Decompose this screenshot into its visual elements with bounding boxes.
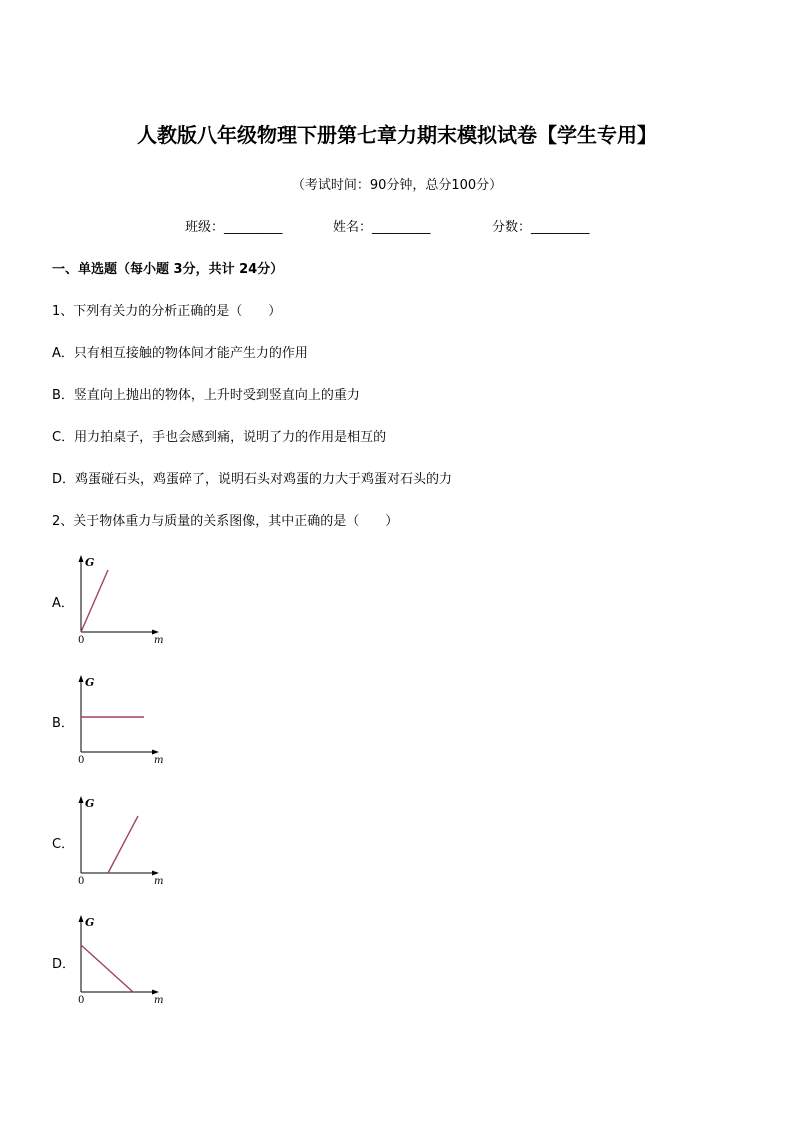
origin-label: 0 xyxy=(78,635,85,646)
y-axis-arrow-icon xyxy=(79,796,84,803)
origin-label: 0 xyxy=(78,755,85,766)
x-axis-label: m xyxy=(154,635,164,646)
x-axis-label: m xyxy=(154,755,164,766)
score-field: 分数：_________ xyxy=(492,220,590,235)
exam-subtitle: （考试时间：90分钟，总分100分） xyxy=(291,178,503,193)
question-2-graph-c xyxy=(72,793,172,889)
x-axis-label: m xyxy=(154,995,164,1006)
question-2-option-c-label: C． xyxy=(52,837,75,852)
y-axis-label: G xyxy=(85,556,95,569)
y-axis-arrow-icon xyxy=(79,675,84,682)
x-axis-label: m xyxy=(154,876,164,887)
question-2-option-a-label: A． xyxy=(52,596,74,611)
question-1-option-b: B．竖直向上抛出的物体，上升时受到竖直向上的重力 xyxy=(52,388,360,403)
graph-line xyxy=(108,816,138,873)
section-heading: 一、单选题（每小题 3分，共计 24分） xyxy=(52,262,284,277)
page-title: 人教版八年级物理下册第七章力期末模拟试卷【学生专用】 xyxy=(137,123,657,147)
question-1-option-a: A．只有相互接触的物体间才能产生力的作用 xyxy=(52,346,308,361)
name-field: 姓名：_________ xyxy=(333,220,431,235)
question-2-graph-d xyxy=(72,912,172,1008)
graph-line xyxy=(81,945,133,992)
x-axis-arrow-icon xyxy=(152,750,159,755)
y-axis-arrow-icon xyxy=(79,555,84,562)
origin-label: 0 xyxy=(78,995,85,1006)
question-1-option-c: C．用力拍桌子，手也会感到痛，说明了力的作用是相互的 xyxy=(52,430,387,445)
question-1-option-d: D．鸡蛋碰石头，鸡蛋碎了，说明石头对鸡蛋的力大于鸡蛋对石头的力 xyxy=(52,472,453,487)
question-1-stem: 1、下列有关力的分析正确的是（ ） xyxy=(52,304,282,319)
x-axis-arrow-icon xyxy=(152,871,159,876)
class-field: 班级：_________ xyxy=(185,220,283,235)
origin-label: 0 xyxy=(78,876,85,887)
graph-line xyxy=(81,570,108,632)
question-2-option-b-label: B． xyxy=(52,716,74,731)
x-axis-arrow-icon xyxy=(152,990,159,995)
question-2-option-d-label: D． xyxy=(52,957,76,972)
x-axis-arrow-icon xyxy=(152,630,159,635)
y-axis-label: G xyxy=(85,676,95,689)
y-axis-arrow-icon xyxy=(79,915,84,922)
question-2-graph-a xyxy=(72,552,172,648)
question-2-graph-b xyxy=(72,672,172,768)
y-axis-label: G xyxy=(85,916,95,929)
question-2-stem: 2、关于物体重力与质量的关系图像，其中正确的是（ ） xyxy=(52,514,399,529)
y-axis-label: G xyxy=(85,797,95,810)
